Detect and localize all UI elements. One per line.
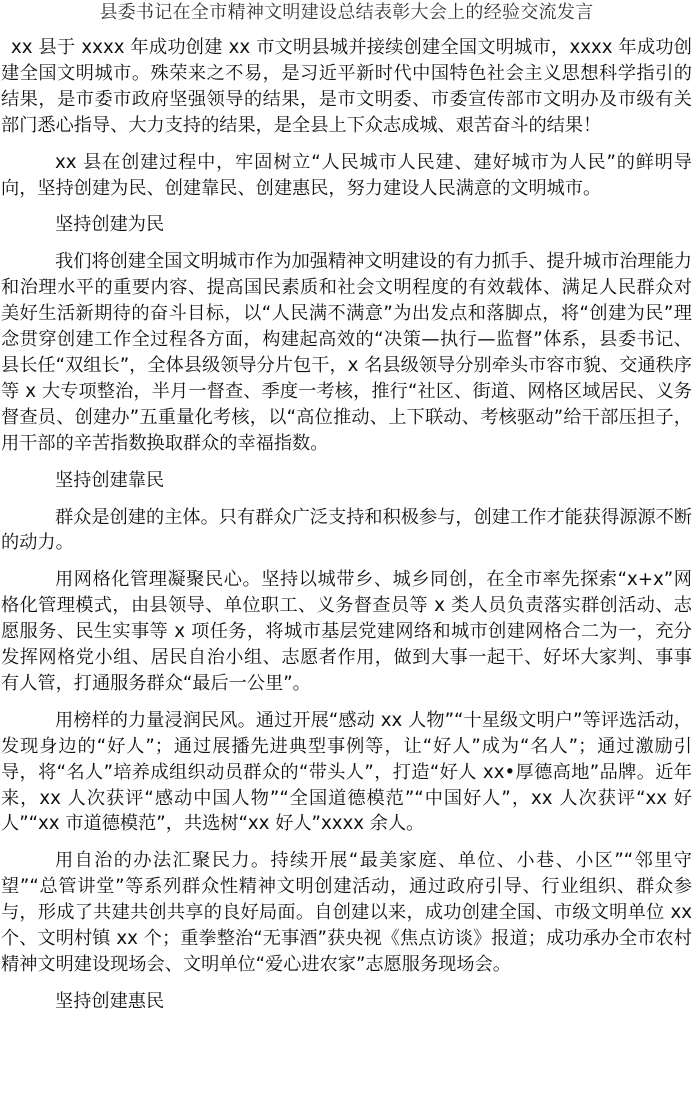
section2-paragraph-grid-management: 用网格化管理凝聚民心。坚持以城带乡、城乡同创，在全市率先探索“x+x”网格化管理模式，由县领导、单位职工、义务督查员等 x 类人员负责落实群创活动、志愿服务、民生实事等 x 项任务，将城市基层党建网络和城市创建网格合二为一，充分发挥网格党小组、居民自治小组、志愿者作用，做到大事一起干、好坏大家判、事事有人管，打通服务群众“最后一公里”。 bbox=[1, 569, 692, 694]
section2-paragraph-self-governance: 用自治的办法汇聚民力。持续开展“最美家庭、单位、小巷、小区”“邻里守望”“总管讲堂”等系列群众性精神文明创建活动，通过政府引导、行业组织、群众参与，形成了共建共创共享的良好局面。自创建以来，成功创建全国、市级文明单位 xx 个、文明村镇 xx 个；重拳整治“无事酒”获央视《焦点访谈》报道；成功承办全市农村精神文明建设现场会、文明单位“爱心进农家”志愿服务现场会。 bbox=[1, 850, 692, 975]
summary-paragraph: xx 县在创建过程中，牢固树立“人民城市人民建、建好城市为人民”的鲜明导向，坚持创建为民、创建靠民、创建惠民，努力建设人民满意的文明城市。 bbox=[1, 151, 692, 199]
section2-paragraph-intro: 群众是创建的主体。只有群众广泛支持和积极参与，创建工作才能获得源源不断的动力。 bbox=[1, 506, 692, 554]
section-heading-create-benefit-people: 坚持创建惠民 bbox=[55, 990, 165, 1012]
section1-paragraph: 我们将创建全国文明城市作为加强精神文明建设的有力抓手、提升城市治理能力和治理水平的重要内容、提高国民素质和社会文明程度的有效载体、满足人民群众对美好生活新期待的奋斗目标，以“人民满不满意”为出发点和落脚点，将“创建为民”理念贯穿创建工作全过程各方面，构建起高效的“决策—执行—监督”体系，县委书记、县长任“双组长”，全体县级领导分片包干，x 名县级领导分别牵头市容市貌、交通秩序等 x 大专项整治，半月一督查、季度一考核，推行“社区、街道、网格区域居民、义务督查员、创建办”五重量化考核，以“高位推动、上下联动、考核驱动”给干部压担子，用干部的辛苦指数换取群众的幸福指数。 bbox=[1, 251, 692, 454]
section2-paragraph-role-models: 用榜样的力量浸润民风。通过开展“感动 xx 人物”“十星级文明户”等评选活动，发现身边的“好人”；通过展播先进典型事例等，让“好人”成为“名人”；通过激励引导，将“名人”培养成组织动员群众的“带头人”，打造“好人 xx•厚德高地”品牌。近年来，xx 人次获评“感动中国人物”“全国道德模范”“中国好人”，xx 人次获评“xx 好人”“xx 市道德模范”，共选树“xx 好人”xxxx 余人。 bbox=[1, 709, 692, 835]
intro-paragraph: xx 县于 xxxx 年成功创建 xx 市文明县城并接续创建全国文明城市，xxxx 年成功创建全国文明城市。殊荣来之不易，是习近平新时代中国特色社会主义思想科学指引的结果，是市委市政府坚强领导的结果，是市文明委、市委宣传部市文明办及市级有关部门悉心指导、大力支持的结果，是全县上下众志成城、艰苦奋斗的结果！ bbox=[1, 37, 692, 136]
section-heading-create-for-people: 坚持创建为民 bbox=[55, 214, 165, 236]
section-heading-create-by-people: 坚持创建靠民 bbox=[55, 469, 165, 491]
document-title: 县委书记在全市精神文明建设总结表彰大会上的经验交流发言 bbox=[99, 2, 594, 23]
